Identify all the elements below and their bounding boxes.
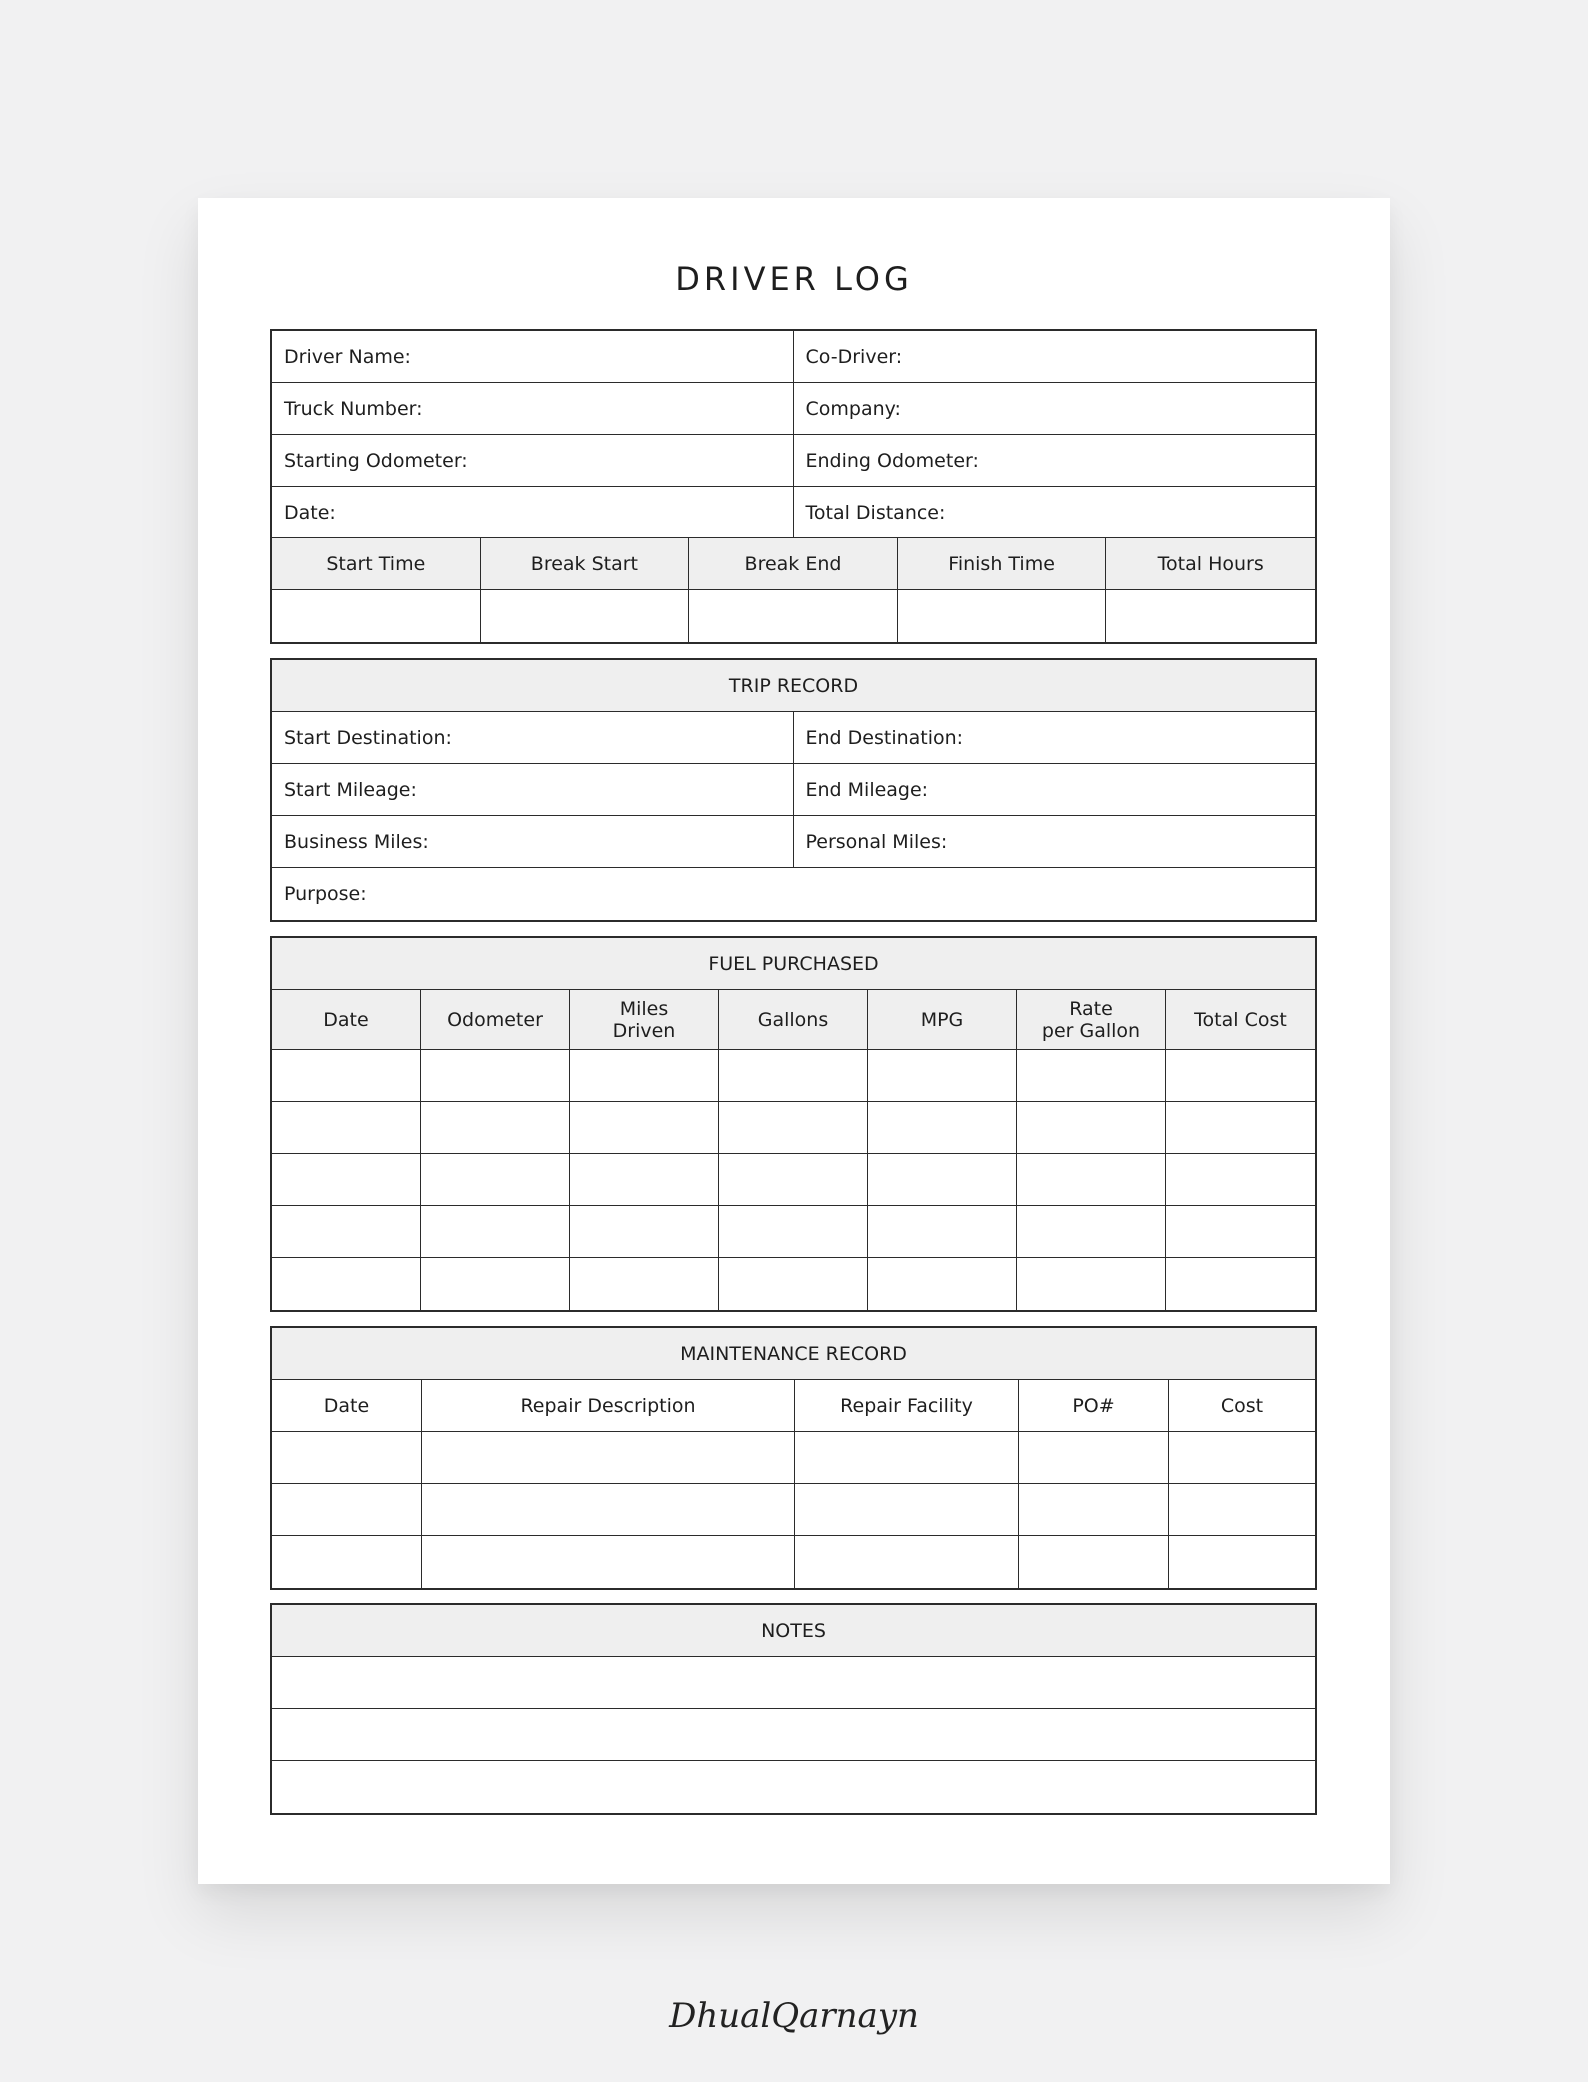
finish-time-cell[interactable] [898,590,1107,642]
fuel-entry-cell[interactable] [868,1206,1017,1258]
date-field[interactable]: Date: [272,487,794,539]
driver-info-table [270,329,1317,541]
fuel-entry-cell[interactable] [719,1206,868,1258]
maintenance-entry-cell[interactable] [422,1432,795,1484]
fuel-entry-cell[interactable] [272,1258,421,1310]
break-start-header: Break Start [481,538,690,590]
fuel-entry-cell[interactable] [421,1102,570,1154]
fuel-entry-cell[interactable] [1017,1258,1166,1310]
cost-header: Cost [1169,1380,1315,1432]
fuel-entry-cell[interactable] [1166,1258,1315,1310]
trip-record-table [270,658,1317,922]
fuel-entry-cell[interactable] [570,1258,719,1310]
fuel-entry-cell[interactable] [1166,1102,1315,1154]
log-sheet [198,198,1390,1884]
company-field[interactable]: Company: [794,383,1316,435]
fuel-purchased-table [270,936,1317,1312]
purpose-field[interactable]: Purpose: [284,883,367,905]
maintenance-entry-cell[interactable] [422,1536,795,1588]
fuel-entry-cell[interactable] [570,1206,719,1258]
end-destination-field[interactable]: End Destination: [794,712,1316,764]
fuel-entry-cell[interactable] [1017,1154,1166,1206]
fuel-entry-cell[interactable] [421,1206,570,1258]
fuel-entry-cell[interactable] [421,1154,570,1206]
mpg-header: MPG [868,990,1017,1050]
fuel-entry-cell[interactable] [272,1154,421,1206]
truck-number-field[interactable]: Truck Number: [272,383,794,435]
notes-line[interactable] [272,1761,1315,1813]
signature-logo: DhualQarnayn [669,1996,919,2036]
notes-line[interactable] [272,1657,1315,1709]
fuel-entry-cell[interactable] [1166,1154,1315,1206]
maintenance-entry-cell[interactable] [272,1432,422,1484]
break-end-header: Break End [689,538,898,590]
fuel-entry-cell[interactable] [421,1050,570,1102]
maint-date-header: Date [272,1380,422,1432]
repair-facility-header: Repair Facility [795,1380,1019,1432]
total-hours-header: Total Hours [1106,538,1315,590]
maintenance-entry-cell[interactable] [1169,1484,1315,1536]
fuel-entry-cell[interactable] [272,1050,421,1102]
notes-table [270,1603,1317,1815]
times-table [270,537,1317,644]
maintenance-entry-cell[interactable] [795,1484,1019,1536]
fuel-entry-cell[interactable] [570,1050,719,1102]
total-cost-header: Total Cost [1166,990,1315,1050]
fuel-entry-cell[interactable] [570,1102,719,1154]
fuel-entry-cell[interactable] [1166,1050,1315,1102]
po-number-header: PO# [1019,1380,1169,1432]
maintenance-entry-cell[interactable] [1019,1484,1169,1536]
business-miles-field[interactable]: Business Miles: [272,816,794,868]
total-hours-cell[interactable] [1106,590,1315,642]
fuel-entry-cell[interactable] [272,1102,421,1154]
fuel-entry-cell[interactable] [868,1050,1017,1102]
maintenance-entry-cell[interactable] [422,1484,795,1536]
fuel-entry-cell[interactable] [1017,1206,1166,1258]
ending-odometer-field[interactable]: Ending Odometer: [794,435,1316,487]
maintenance-entry-cell[interactable] [1019,1536,1169,1588]
maintenance-entry-cell[interactable] [795,1432,1019,1484]
driver-name-field[interactable]: Driver Name: [272,331,794,383]
maintenance-record-heading: MAINTENANCE RECORD [272,1328,1315,1380]
fuel-entry-cell[interactable] [719,1154,868,1206]
fuel-entry-cell[interactable] [421,1258,570,1310]
rate-per-gallon-header: Rate per Gallon [1017,990,1166,1050]
fuel-entry-cell[interactable] [1017,1102,1166,1154]
start-time-cell[interactable] [272,590,481,642]
page-title: DRIVER LOG [675,260,913,298]
fuel-entry-cell[interactable] [570,1154,719,1206]
finish-time-header: Finish Time [898,538,1107,590]
fuel-entry-cell[interactable] [1166,1206,1315,1258]
fuel-entry-cell[interactable] [719,1258,868,1310]
total-distance-field[interactable]: Total Distance: [794,487,1316,539]
fuel-entry-cell[interactable] [868,1258,1017,1310]
maintenance-entry-cell[interactable] [1169,1536,1315,1588]
gallons-header: Gallons [719,990,868,1050]
maintenance-entry-cell[interactable] [1019,1432,1169,1484]
maintenance-entry-cell[interactable] [795,1536,1019,1588]
notes-line[interactable] [272,1709,1315,1761]
fuel-odometer-header: Odometer [421,990,570,1050]
maintenance-entry-cell[interactable] [272,1484,422,1536]
fuel-date-header: Date [272,990,421,1050]
end-mileage-field[interactable]: End Mileage: [794,764,1316,816]
start-destination-field[interactable]: Start Destination: [272,712,794,764]
fuel-entry-cell[interactable] [272,1206,421,1258]
maintenance-record-table [270,1326,1317,1590]
fuel-purchased-heading: FUEL PURCHASED [272,938,1315,990]
maintenance-entry-cell[interactable] [1169,1432,1315,1484]
repair-description-header: Repair Description [422,1380,795,1432]
fuel-entry-cell[interactable] [1017,1050,1166,1102]
notes-heading: NOTES [272,1605,1315,1657]
personal-miles-field[interactable]: Personal Miles: [794,816,1316,868]
miles-driven-header: Miles Driven [570,990,719,1050]
fuel-entry-cell[interactable] [868,1102,1017,1154]
trip-record-heading: TRIP RECORD [272,660,1315,712]
start-mileage-field[interactable]: Start Mileage: [272,764,794,816]
fuel-entry-cell[interactable] [719,1050,868,1102]
fuel-entry-cell[interactable] [868,1154,1017,1206]
starting-odometer-field[interactable]: Starting Odometer: [272,435,794,487]
break-start-cell[interactable] [481,590,690,642]
fuel-entry-cell[interactable] [719,1102,868,1154]
break-end-cell[interactable] [689,590,898,642]
start-time-header: Start Time [272,538,481,590]
maintenance-entry-cell[interactable] [272,1536,422,1588]
co-driver-field[interactable]: Co-Driver: [794,331,1316,383]
